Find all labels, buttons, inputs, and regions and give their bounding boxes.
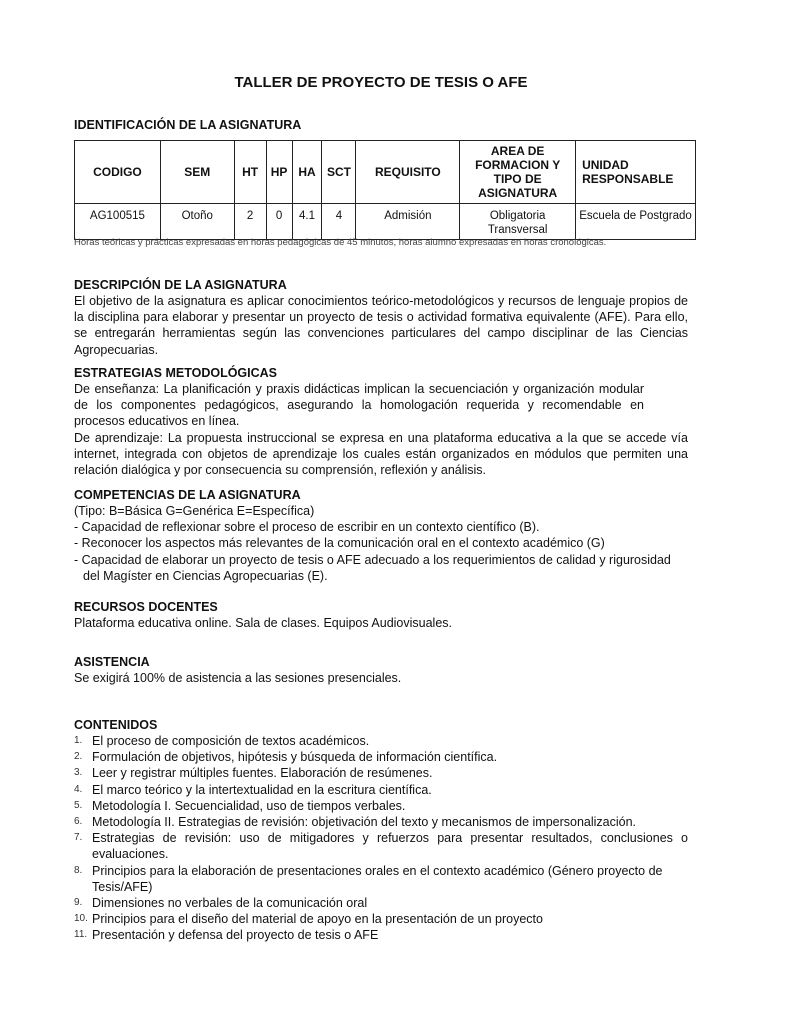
list-item-number: 9. xyxy=(74,897,83,909)
list-item-text: Metodología I. Secuencialidad, uso de tiempos verbales. xyxy=(92,798,406,813)
attendance-heading: ASISTENCIA xyxy=(74,655,150,669)
header-sem: SEM xyxy=(160,141,234,204)
identification-table xyxy=(74,140,696,240)
header-ht: HT xyxy=(234,141,266,204)
list-item-number: 11. xyxy=(74,929,88,941)
list-item xyxy=(74,782,688,798)
cell-sem: Otoño xyxy=(160,204,234,240)
header-ha: HA xyxy=(292,141,322,204)
identification-section xyxy=(74,117,688,133)
header-area: AREA DE FORMACION Y TIPO DE ASIGNATURA xyxy=(460,141,576,204)
list-item-text: Formulación de objetivos, hipótesis y búsqueda de información científica. xyxy=(92,750,498,765)
resources-section xyxy=(74,599,688,631)
list-item-number: 7. xyxy=(74,832,83,844)
cell-area: Obligatoria Transversal xyxy=(460,204,576,240)
competency-item: - Capacidad de elaborar un proyecto de tesis o AFE adecuado a los requerimientos de calidad y rigurosidad xyxy=(74,552,671,567)
competency-item-continued: del Magíster en Ciencias Agropecuarias (E). xyxy=(83,568,328,583)
list-item xyxy=(74,749,688,765)
strategies-learning: De aprendizaje: La propuesta instruccional se expresa en una plataforma educativa a la que se accede vía internet, integrada con objetos de aprendizaje los cuales están organizados en módulos que permiten una relación dialógica y por consecuencia su comprensión, reflexión y análisis. xyxy=(74,430,688,478)
list-item-number: 5. xyxy=(74,799,83,811)
cell-hp: 0 xyxy=(266,204,292,240)
list-item-number: 4. xyxy=(74,783,83,795)
table-row xyxy=(75,204,696,240)
competency-item: - Reconocer los aspectos más relevantes de la comunicación oral en el contexto académico (G) xyxy=(74,536,605,551)
list-item-text: Dimensiones no verbales de la comunicación oral xyxy=(92,896,368,911)
cell-sct: 4 xyxy=(322,204,356,240)
list-item xyxy=(74,830,688,862)
list-item-text: Metodología II. Estrategias de revisión: objetivación del texto y mecanismos de impersonalización. xyxy=(92,815,637,830)
list-item-number: 1. xyxy=(74,735,83,746)
list-item-text: Estrategias de revisión: uso de mitigadores y refuerzos para presentar resultados, conclusiones o evaluaciones. xyxy=(92,831,688,862)
attendance-section xyxy=(74,654,688,686)
header-unidad: UNIDAD RESPONSABLE xyxy=(576,141,696,204)
list-item xyxy=(74,798,688,814)
attendance-text: Se exigirá 100% de asistencia a las sesiones presenciales. xyxy=(74,671,402,685)
list-item-text: Leer y registrar múltiples fuentes. Elaboración de resúmenes. xyxy=(92,766,433,781)
resources-heading: RECURSOS DOCENTES xyxy=(74,600,218,614)
list-item xyxy=(74,927,688,943)
list-item xyxy=(74,765,688,781)
list-item-text: Principios para la elaboración de presentaciones orales en el contexto académico (Género proyecto de Tesis/AFE) xyxy=(92,863,663,894)
list-item-number: 3. xyxy=(74,767,83,779)
list-item xyxy=(74,733,688,749)
header-hp: HP xyxy=(266,141,292,204)
description-section xyxy=(74,277,688,358)
strategies-teaching: De enseñanza: La planificación y praxis didácticas implican la secuenciación y organización modular de los componentes pedagógicos, asegurando la homologación requerida y recomendable en procesos educativos en línea. xyxy=(74,382,644,429)
list-item xyxy=(74,911,688,927)
cell-requisito: Admisión xyxy=(356,204,460,240)
cell-codigo: AG100515 xyxy=(75,204,161,240)
list-item xyxy=(74,895,688,911)
resources-text: Plataforma educativa online. Sala de clases. Equipos Audiovisuales. xyxy=(74,616,453,630)
hours-note: Horas teóricas y prácticas expresadas en horas pedagógicas de 45 minutos, horas alumno expresadas en horas cronológicas. xyxy=(74,237,607,248)
cell-ha: 4.1 xyxy=(292,204,322,240)
list-item-text: Principios para el diseño del material de apoyo en la presentación de un proyecto xyxy=(92,912,543,927)
identification-heading: IDENTIFICACIÓN DE LA ASIGNATURA xyxy=(74,118,302,132)
strategies-section xyxy=(74,365,688,478)
list-item-text: El proceso de composición de textos académicos. xyxy=(92,734,370,748)
competencies-heading: COMPETENCIAS DE LA ASIGNATURA xyxy=(74,488,301,502)
table-header-row xyxy=(75,141,696,204)
competencies-section xyxy=(74,487,688,584)
list-item-number: 8. xyxy=(74,864,83,876)
list-item-number: 10. xyxy=(74,913,88,925)
header-sct: SCT xyxy=(322,141,356,204)
contents-list xyxy=(74,733,688,944)
cell-ht: 2 xyxy=(234,204,266,240)
description-text: El objetivo de la asignatura es aplicar conocimientos teórico-metodológicos y recursos de lenguaje propios de la disciplina para elaborar y presentar un proyecto de tesis o actividad formativa equivalente (AFE). Para ello, se entregarán herramientas según las convenciones particulares del campo disciplinar de las Ciencias Agropecuarias. xyxy=(74,294,688,357)
competency-item: - Capacidad de reflexionar sobre el proceso de escribir en un contexto científico (B). xyxy=(74,520,540,535)
list-item-text: Presentación y defensa del proyecto de tesis o AFE xyxy=(92,928,379,943)
page-title: TALLER DE PROYECTO DE TESIS O AFE xyxy=(234,74,528,91)
header-codigo: CODIGO xyxy=(75,141,161,204)
cell-unidad: Escuela de Postgrado xyxy=(576,204,696,240)
competencies-type: (Tipo: B=Básica G=Genérica E=Específica) xyxy=(74,504,315,518)
list-item-number: 6. xyxy=(74,816,83,828)
header-requisito: REQUISITO xyxy=(356,141,460,204)
contents-heading: CONTENIDOS xyxy=(74,718,158,732)
description-heading: DESCRIPCIÓN DE LA ASIGNATURA xyxy=(74,278,287,292)
list-item-number: 2. xyxy=(74,751,83,763)
list-item xyxy=(74,814,688,830)
contents-section xyxy=(74,717,688,944)
list-item xyxy=(74,863,688,895)
strategies-heading: ESTRATEGIAS METODOLÓGICAS xyxy=(74,366,278,380)
list-item-text: El marco teórico y la intertextualidad en la escritura científica. xyxy=(92,782,432,797)
